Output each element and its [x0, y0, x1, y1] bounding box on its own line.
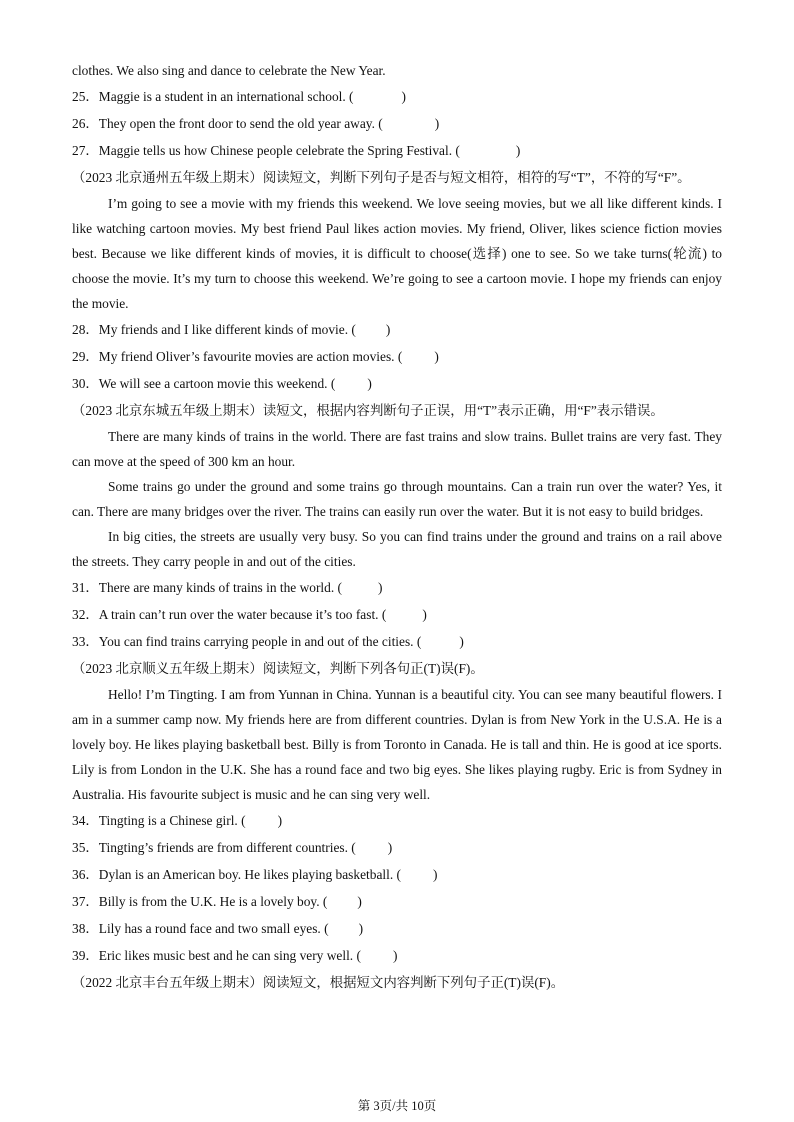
question-38	[72, 915, 722, 942]
close-paren: )	[422, 607, 427, 622]
question-number: 36．	[72, 867, 99, 882]
question-number: 32．	[72, 607, 99, 622]
close-paren: )	[515, 143, 521, 158]
question-30	[72, 370, 722, 397]
question-text: Tingting’s friends are from different countries. (	[98, 840, 356, 855]
set3-paragraph-3: In big cities, the streets are usually very busy. So you can find trains under the ground and trains on a rail above the streets. They carry people in and out of the cities.	[72, 529, 722, 569]
set2-passage: I’m going to see a movie with my friends this weekend. We love seeing movies, but we all like different kinds. I like watching cartoon movies. My best friend Paul likes action movies. My friend, Oliver, likes science fiction movies best. Because we like different kinds of movies, it is difficult to choose(选择) one to see. So we take turns(轮流) to choose the movie. It’s my turn to choose this weekend. We’re going to see a cartoon movie. I hope my friends can enjoy the movie.	[72, 196, 722, 311]
question-text: They open the front door to send the old year away. (	[98, 116, 383, 131]
question-27	[72, 137, 722, 164]
question-text: My friends and I like different kinds of movie. (	[98, 322, 356, 337]
question-number: 25．	[72, 89, 99, 104]
intro-line: clothes. We also sing and dance to celebrate the New Year.	[72, 63, 386, 78]
set3-paragraph-2: Some trains go under the ground and some trains go through mountains. Can a train run over the water? Yes, it can. There are many bridges over the river. The trains can easily run over the water. But it is not easy to build bridges.	[72, 479, 722, 519]
question-32	[72, 601, 722, 628]
question-36	[72, 861, 722, 888]
question-number: 35．	[72, 840, 99, 855]
close-paren: )	[367, 376, 372, 391]
question-35	[72, 834, 722, 861]
close-paren: )	[392, 948, 398, 963]
set3-paragraph-1: There are many kinds of trains in the world. There are fast trains and slow trains. Bullet trains are very fast. They can move at the speed of 300 km an hour.	[72, 429, 722, 469]
question-text: Eric likes music best and he can sing very well. (	[98, 948, 361, 963]
question-31	[72, 574, 722, 601]
set3-source: （2023 北京东城五年级上期末）读短文，根据内容判断句子正误，用“T”表示正确，用“F”表示错误。	[72, 403, 664, 418]
close-paren: )	[358, 921, 364, 936]
question-text: You can find trains carrying people in and out of the cities. (	[98, 634, 422, 649]
question-number: 33．	[72, 634, 99, 649]
set2-source: （2023 北京通州五年级上期末）阅读短文，判断下列句子是否与短文相符，相符的写“T”，不符的写“F”。	[72, 170, 691, 185]
question-number: 38．	[72, 921, 99, 936]
question-text: A train can’t run over the water because it’s too fast. (	[98, 607, 387, 622]
close-paren: )	[387, 840, 393, 855]
question-28	[72, 316, 722, 343]
close-paren: )	[401, 89, 406, 104]
close-paren: )	[357, 894, 362, 909]
question-text: Maggie is a student in an international school. (	[98, 89, 354, 104]
set2-questions	[72, 316, 722, 397]
question-number: 37．	[72, 894, 99, 909]
set3-questions	[72, 574, 722, 655]
close-paren: )	[459, 634, 464, 649]
set4-passage: Hello! I’m Tingting. I am from Yunnan in China. Yunnan is a beautiful city. You can see many beautiful flowers. I am in a summer camp now. My friends here are from different countries. Dylan is from New York in the U.S.A. He is a lovely boy. He likes playing basketball best. Billy is from Toronto in Canada. He is tall and thin. He is good at ice sports. Lily is from London in the U.K. She has a round face and two big eyes. She likes playing rugby. Eric is from Sydney in Australia. His favourite subject is music and he can sing very well.	[72, 687, 722, 802]
close-paren: )	[434, 116, 440, 131]
close-paren: )	[433, 867, 438, 882]
question-29	[72, 343, 722, 370]
close-paren: )	[277, 813, 283, 828]
set5-source: （2022 北京丰台五年级上期末）阅读短文，根据短文内容判断下列句子正(T)误(F)。	[72, 975, 565, 990]
close-paren: )	[434, 349, 439, 364]
question-text: There are many kinds of trains in the world. (	[98, 580, 342, 595]
question-number: 31．	[72, 580, 99, 595]
question-number: 30．	[72, 376, 99, 391]
set4-source: （2023 北京顺义五年级上期末）阅读短文，判断下列各句正(T)误(F)。	[72, 661, 484, 676]
question-39	[72, 942, 722, 969]
question-text: Maggie tells us how Chinese people celebrate the Spring Festival. (	[98, 143, 460, 158]
close-paren: )	[377, 580, 383, 595]
set1-questions	[72, 83, 722, 164]
question-number: 26．	[72, 116, 99, 131]
question-text: My friend Oliver’s favourite movies are action movies. (	[98, 349, 403, 364]
question-34	[72, 807, 722, 834]
question-text: Dylan is an American boy. He likes playing basketball. (	[98, 867, 401, 882]
question-number: 27．	[72, 143, 99, 158]
question-number: 28．	[72, 322, 99, 337]
question-number: 29．	[72, 349, 99, 364]
question-26	[72, 110, 722, 137]
question-25	[72, 83, 722, 110]
page-footer: 第 3页/共 10页	[357, 1099, 437, 1113]
page-content	[72, 58, 722, 996]
question-37	[72, 888, 722, 915]
question-33	[72, 628, 722, 655]
close-paren: )	[385, 322, 391, 337]
question-text: Billy is from the U.K. He is a lovely boy. (	[98, 894, 328, 909]
question-text: Tingting is a Chinese girl. (	[98, 813, 246, 828]
question-number: 39．	[72, 948, 99, 963]
question-text: Lily has a round face and two small eyes. (	[98, 921, 329, 936]
question-text: We will see a cartoon movie this weekend. (	[98, 376, 336, 391]
question-number: 34．	[72, 813, 99, 828]
set4-questions	[72, 807, 722, 969]
